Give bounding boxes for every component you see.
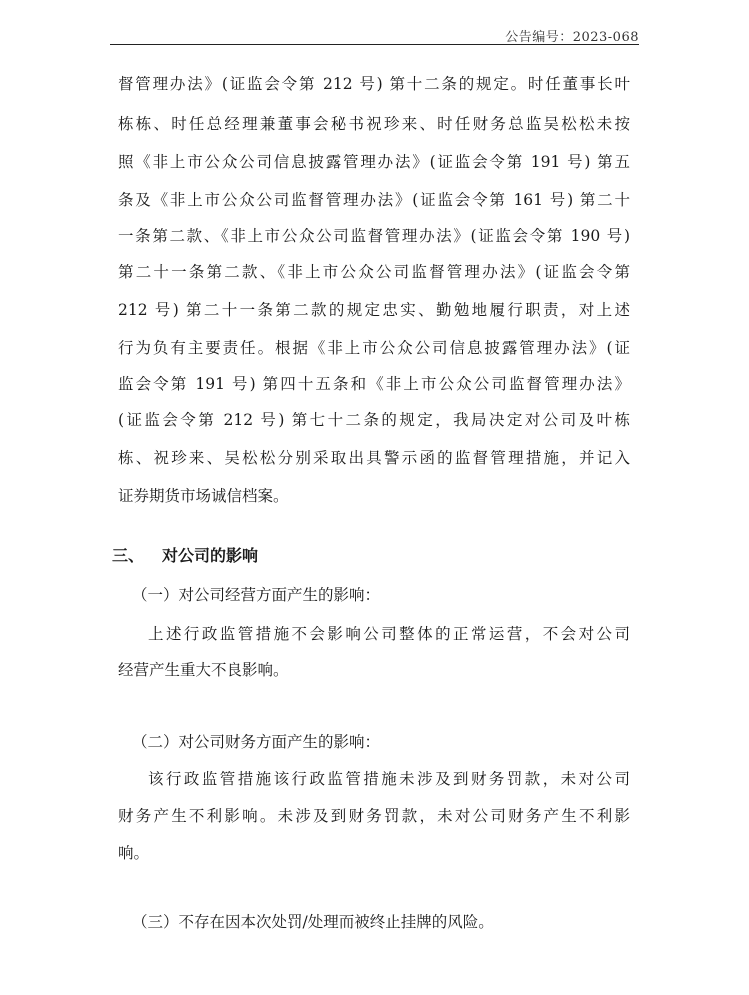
paragraph-line: 响。 xyxy=(118,844,150,862)
paragraph-line: 212 号) 第二十一条第二款的规定忠实、勤勉地履行职责，对上述 xyxy=(118,301,630,319)
paragraph-line: 财务产生不利影响。未涉及到财务罚款，未对公司财务产生不利影 xyxy=(118,807,630,825)
paragraph-line: 经营产生重大不良影响。 xyxy=(118,661,289,679)
section-heading xyxy=(112,543,258,566)
page-header xyxy=(110,24,639,45)
paragraph-line: 第二十一条第二款、《非上市公众公司监督管理办法》(证监会令第 xyxy=(118,263,630,281)
paragraph-line: 一条第二款、《非上市公众公司监督管理办法》(证监会令第 190 号) xyxy=(118,227,630,245)
paragraph-line: 栋、祝珍来、吴松松分别采取出具警示函的监督管理措施，并记入 xyxy=(118,449,630,467)
paragraph-line: 监会令第 191 号) 第四十五条和《非上市公众公司监督管理办法》 xyxy=(118,375,630,393)
paragraph-line: 督管理办法》(证监会令第 212 号) 第十二条的规定。时任董事长叶 xyxy=(118,75,630,93)
paragraph-line: 上述行政监管措施不会影响公司整体的正常运营，不会对公司 xyxy=(148,625,630,643)
subsection-heading-2: （二）对公司财务方面产生的影响： xyxy=(132,733,381,751)
section-number: 三、 xyxy=(112,546,145,565)
subsection-heading-1: （一）对公司经营方面产生的影响： xyxy=(132,586,381,604)
paragraph-line: 证券期货市场诚信档案。 xyxy=(118,487,289,505)
paragraph-line: 照《非上市公众公司信息披露管理办法》(证监会令第 191 号) 第五 xyxy=(118,153,630,171)
paragraph-line: 该行政监管措施该行政监管措施未涉及到财务罚款，未对公司 xyxy=(148,770,630,788)
paragraph-line: 栋栋、时任总经理兼董事会秘书祝珍来、时任财务总监吴松松未按 xyxy=(118,115,630,133)
paragraph-line: (证监会令第 212 号) 第七十二条的规定，我局决定对公司及叶栋 xyxy=(118,411,630,429)
announcement-code: 公告编号：2023-068 xyxy=(505,30,639,45)
paragraph-line: 条及《非上市公众公司监督管理办法》(证监会令第 161 号) 第二十 xyxy=(118,191,630,209)
subsection-heading-3: （三）不存在因本次处罚/处理而被终止挂牌的风险。 xyxy=(132,913,494,931)
section-title: 对公司的影响 xyxy=(162,546,259,565)
paragraph-line: 行为负有主要责任。根据《非上市公众公司信息披露管理办法》(证 xyxy=(118,339,630,357)
